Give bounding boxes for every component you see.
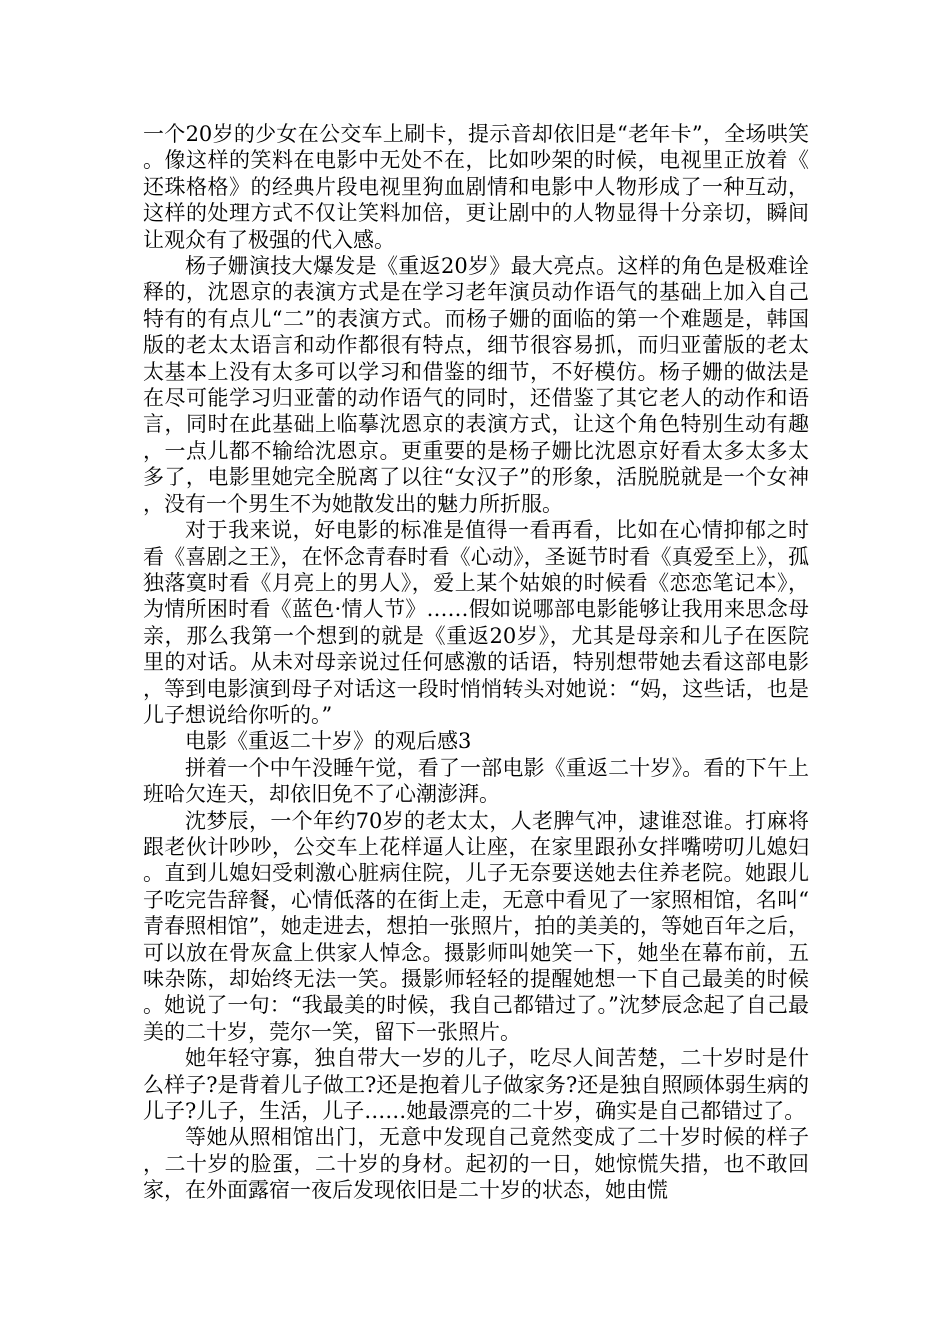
document-body [143,121,809,1204]
paragraph-8: 等她从照相馆出门，无意中发现自己竟然变成了二十岁时候的样子，二十岁的脸蛋，二十岁的身材。起初的一日，她惊慌失措，也不敢回家，在外面露宿一夜后发现依旧是二十岁的状态，她由慌 [143,1125,809,1203]
paragraph-2: 杨子姗演技大爆发是《重返20岁》最大亮点。这样的角色是极难诠释的，沈恩京的表演方式是在学习老年演员动作语气的基础上加入自己特有的有点儿“二”的表演方式。而杨子姗的面临的第一个难题是，韩国版的老太太语言和动作都很有特点，细节很容易抓，而归亚蕾版的老太太基本上没有太多可以学习和借鉴的细节，不好模仿。杨子姗的做法是在尽可能学习归亚蕾的动作语气的同时，还借鉴了其它老人的动作和语言，同时在此基础上临摹沈恩京的表演方式，让这个角色特别生动有趣，一点儿都不输给沈恩京。更重要的是杨子姗比沈恩京好看太多太多太多了，电影里她完全脱离了以往“女汉子”的形象，活脱脱就是一个女神，没有一个男生不为她散发出的魅力所折服。 [143,254,809,516]
paragraph-3: 对于我来说，好电影的标准是值得一看再看，比如在心情抑郁之时看《喜剧之王》，在怀念青春时看《心动》，圣诞节时看《真爱至上》，孤独落寞时看《月亮上的男人》，爱上某个姑娘的时候看《恋恋笔记本》，为情所困时看《蓝色·情人节》……假如说哪部电影能够让我用来思念母亲，那么我第一个想到的就是《重返20岁》，尤其是母亲和儿子在医院里的对话。从未对母亲说过任何感激的话语，特别想带她去看这部电影，等到电影演到母子对话这一段时悄悄转头对她说：“妈，这些话，也是儿子想说给你听的。” [143,518,809,727]
paragraph-5: 拼着一个中午没睡午觉，看了一部电影《重返二十岁》。看的下午上班哈欠连天，却依旧免不了心潮澎湃。 [143,755,809,807]
paragraph-7: 她年轻守寡，独自带大一岁的儿子，吃尽人间苦楚，二十岁时是什么样子?是背着儿子做工?还是抱着儿子做家务?还是独自照顾体弱生病的儿子?儿子，生活，儿子……她最漂亮的二十岁，确实是自己都错过了。 [143,1046,809,1124]
paragraph-1: 一个20岁的少女在公交车上刷卡，提示音却依旧是“老年卡”，全场哄笑。像这样的笑料在电影中无处不在，比如吵架的时候，电视里正放着《还珠格格》的经典片段电视里狗血剧情和电影中人物形成了一种互动，这样的处理方式不仅让笑料加倍，更让剧中的人物显得十分亲切，瞬间让观众有了极强的代入感。 [143,122,809,252]
paragraph-6: 沈梦辰，一个年约70岁的老太太，人老脾气冲，逮谁怼谁。打麻将跟老伙计吵吵，公交车上花样逼人让座，在家里跟孙女拌嘴唠叨儿媳妇。直到儿媳妇受刺激心脏病住院，儿子无奈要送她去住养老院。她跟儿子吃完告辞餐，心情低落的在街上走，无意中看见了一家照相馆，名叫“青春照相馆”，她走进去，想拍一张照片，拍的美美的，等她百年之后，可以放在骨灰盒上供家人悼念。摄影师叫她笑一下，她坐在幕布前，五味杂陈，却始终无法一笑。摄影师轻轻的提醒她想一下自己最美的时候。她说了一句：“我最美的时候，我自己都错过了。”沈梦辰念起了自己最美的二十岁，莞尔一笑，留下一张照片。 [143,808,809,1044]
section-heading: 电影《重返二十岁》的观后感3 [185,729,472,754]
